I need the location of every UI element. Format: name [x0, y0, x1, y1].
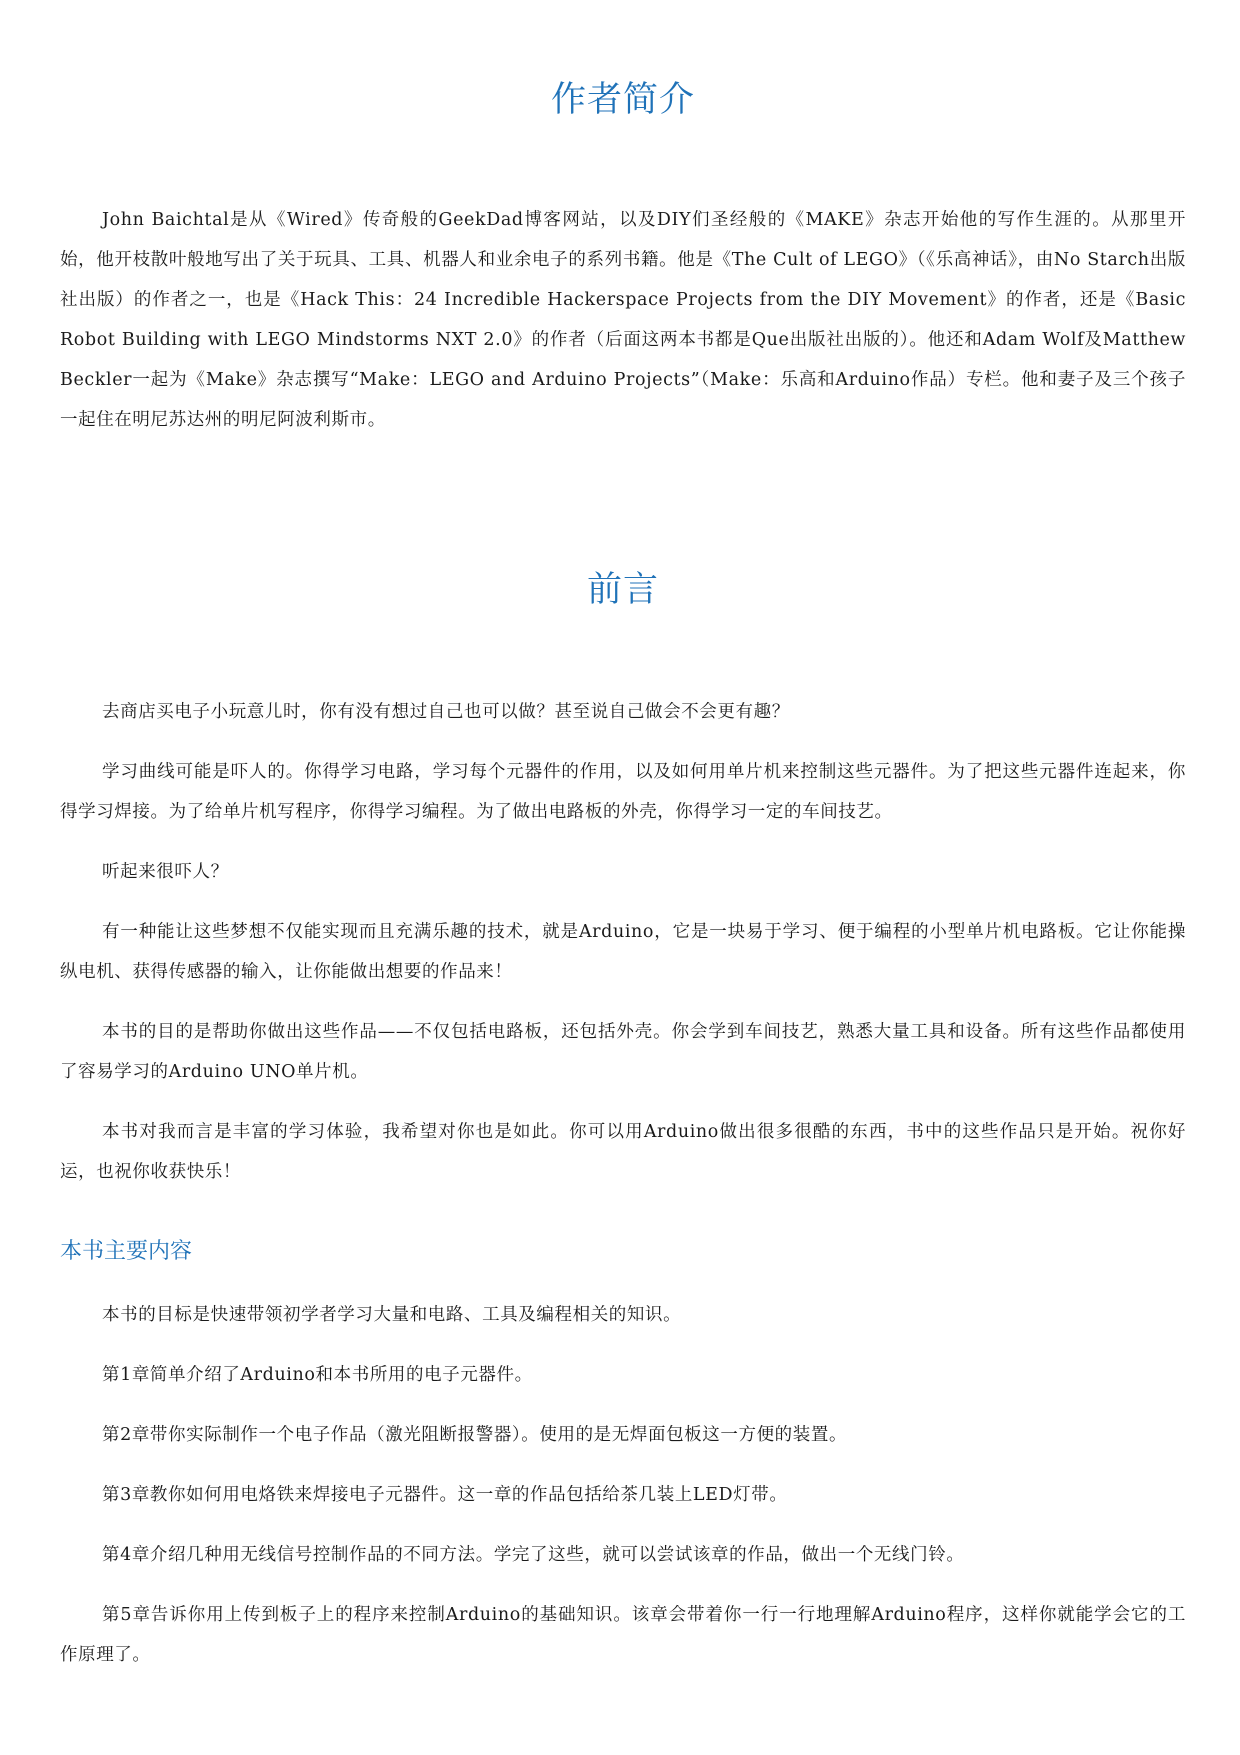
author-bio-paragraph: John Baichtal是从《Wired》传奇般的GeekDad博客网站，以及DIY们圣经般的《MAKE》杂志开始他的写作生涯的。从那里开始，他开枝散叶般地写出了关于玩具、工具、机器人和业余电子的系列书籍。他是《The Cult of LEGO》（《乐高神话》，由No Starch出版社出版）的作者之一，也是《Hack This：24 Incredible Hackerspace Projects from the DIY Movement》的作者，还是《Basic Robot Building with LEGO Mindstorms NXT 2.0》的作者（后面这两本书都是Que出版社出版的）。他还和Adam Wolf及Matthew Beckler一起为《Make》杂志撰写“Make：LEGO and Arduino Projects”（Make：乐高和Arduino作品）专栏。他和妻子及三个孩子一起住在明尼苏达州的明尼阿波利斯市。 [60, 210, 1186, 430]
chapter-summary: 第5章告诉你用上传到板子上的程序来控制Arduino的基础知识。该章会带着你一行一行地理解Arduino程序，这样你就能学会它的工作原理了。 [60, 1605, 1186, 1665]
chapter-summary: 第4章介绍几种用无线信号控制作品的不同方法。学完了这些，就可以尝试该章的作品，做出一个无线门铃。 [102, 1545, 965, 1565]
chapter-summary: 第2章带你实际制作一个电子作品（激光阻断报警器）。使用的是无焊面包板这一方便的装置。 [102, 1425, 848, 1445]
preface-paragraph: 本书对我而言是丰富的学习体验，我希望对你也是如此。你可以用Arduino做出很多很酷的东西，书中的这些作品只是开始。祝你好运，也祝你收获快乐！ [60, 1122, 1186, 1182]
book-contents-heading: 本书主要内容 [60, 1239, 193, 1264]
preface-paragraph: 有一种能让这些梦想不仅能实现而且充满乐趣的技术，就是Arduino，它是一块易于学习、便于编程的小型单片机电路板。它让你能操纵电机、获得传感器的输入，让你能做出想要的作品来！ [60, 922, 1186, 982]
preface-paragraph: 本书的目的是帮助你做出这些作品——不仅包括电路板，还包括外壳。你会学到车间技艺，熟悉大量工具和设备。所有这些作品都使用了容易学习的Arduino UNO单片机。 [60, 1022, 1186, 1082]
preface-paragraph: 学习曲线可能是吓人的。你得学习电路，学习每个元器件的作用，以及如何用单片机来控制这些元器件。为了把这些元器件连起来，你得学习焊接。为了给单片机写程序，你得学习编程。为了做出电路板的外壳，你得学习一定的车间技艺。 [60, 762, 1186, 822]
chapter-summary: 第3章教你如何用电烙铁来焊接电子元器件。这一章的作品包括给茶几装上LED灯带。 [102, 1485, 788, 1505]
chapter-summary: 第1章简单介绍了Arduino和本书所用的电子元器件。 [102, 1365, 533, 1385]
author-intro-title: 作者简介 [550, 80, 695, 120]
preface-paragraph: 听起来很吓人？ [102, 862, 229, 882]
contents-paragraph: 本书的目标是快速带领初学者学习大量和电路、工具及编程相关的知识。 [102, 1305, 682, 1325]
preface-title: 前言 [586, 570, 659, 610]
preface-paragraph: 去商店买电子小玩意儿时，你有没有想过自己也可以做？甚至说自己做会不会更有趣？ [102, 702, 790, 722]
document-page [60, 0, 1186, 1675]
